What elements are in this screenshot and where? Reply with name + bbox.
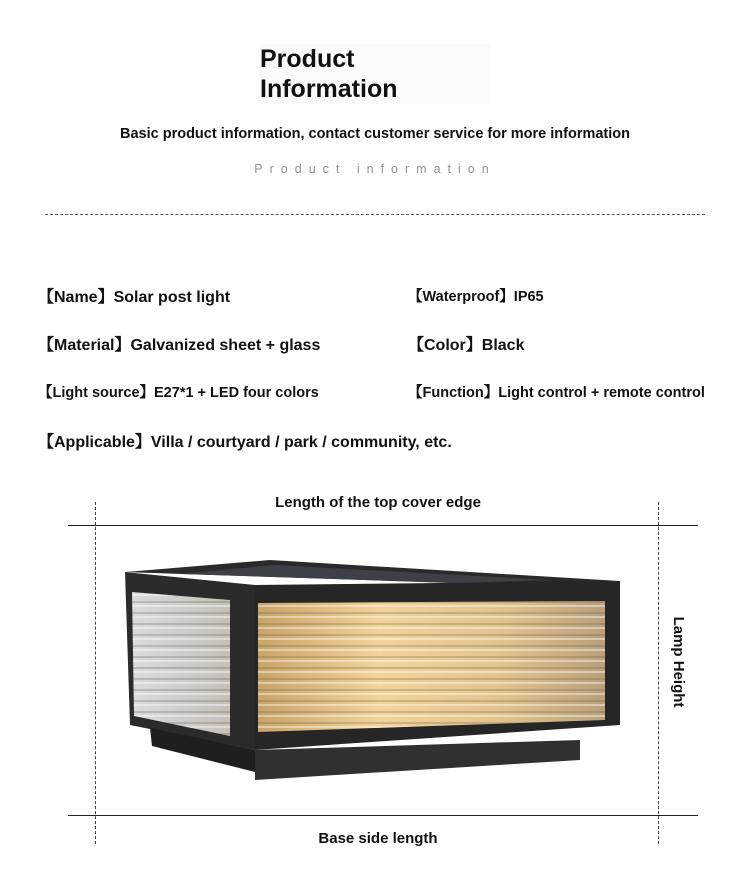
spec-key: 【Applicable】 <box>38 434 151 451</box>
side-dimension-label: Lamp Height <box>670 616 687 708</box>
spaced-caption: Product information <box>254 162 496 176</box>
spec-function <box>408 381 705 402</box>
spec-applicable <box>38 429 452 452</box>
spec-color <box>408 332 524 355</box>
spec-key: 【Waterproof】 <box>408 289 514 305</box>
top-dimension-line <box>68 525 698 526</box>
spec-value: Black <box>481 337 525 354</box>
left-dimension-line <box>95 502 96 844</box>
bottom-dimension-label: Base side length <box>318 830 438 847</box>
page-title <box>260 44 490 104</box>
right-dimension-line <box>658 502 659 844</box>
spec-key: 【Material】 <box>38 337 131 354</box>
spec-value: E27*1 + LED four colors <box>154 385 319 401</box>
spec-key: 【Color】 <box>408 337 482 354</box>
spec-value: IP65 <box>513 289 544 305</box>
spec-key: 【Function】 <box>408 385 499 401</box>
bottom-dimension-line <box>68 815 698 816</box>
spec-material <box>38 332 320 355</box>
subtitle: Basic product information, contact customer service for more information <box>119 126 630 142</box>
title-line-1: Product <box>260 44 490 74</box>
spec-name <box>38 284 230 307</box>
spec-value: Solar post light <box>113 289 231 306</box>
spec-value: Light control + remote control <box>498 385 705 401</box>
title-line-2: Information <box>260 74 490 104</box>
spec-light-source <box>38 381 319 402</box>
spec-value: Villa / courtyard / park / community, etc. <box>150 434 452 451</box>
spec-waterproof <box>408 285 544 306</box>
top-dimension-label: Length of the top cover edge <box>275 494 481 511</box>
spec-key: 【Light source】 <box>38 385 155 401</box>
solar-post-light-image <box>110 550 630 790</box>
spec-key: 【Name】 <box>38 289 114 306</box>
spec-value: Galvanized sheet + glass <box>130 337 321 354</box>
dashed-divider <box>45 214 705 215</box>
